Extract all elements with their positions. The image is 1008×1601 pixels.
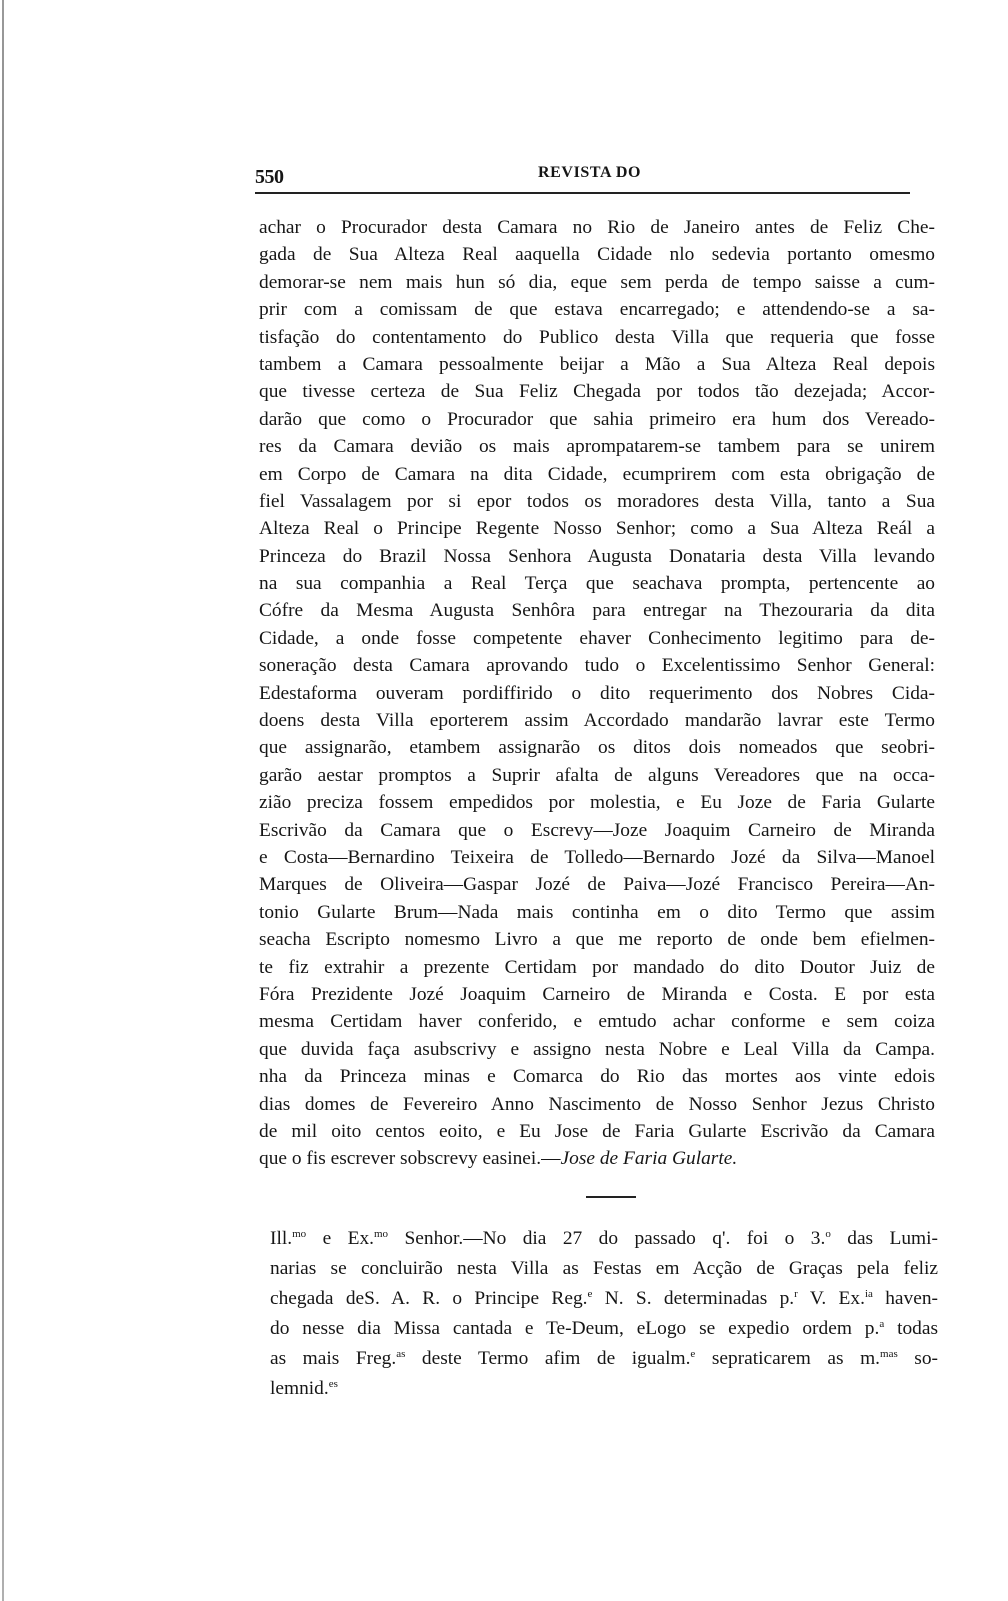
letter-line xyxy=(270,1314,938,1344)
text-line: tisfação do contentamento do Publico desta Villa que requeria que fosse xyxy=(259,326,935,348)
text-line: que tivesse certeza de Sua Feliz Chegada por todos tão dezejada; Accor- xyxy=(259,381,935,403)
text-line: Edestaforma ouveram pordiffirido o dito requerimento dos Nobres Cida- xyxy=(259,682,935,704)
letter-text-run: V. Ex. xyxy=(797,1288,865,1309)
text-line: fiel Vassalagem por si epor todos os moradores desta Villa, tanto a Sua xyxy=(259,490,935,512)
superscript: mo xyxy=(292,1228,307,1240)
text-line: Cidade, a onde fosse competente ehaver Conhecimento legitimo para de- xyxy=(259,627,935,649)
text-line: Princeza do Brazil Nossa Senhora Augusta Donataria desta Villa levando xyxy=(259,545,935,567)
text-line: Alteza Real o Principe Regente Nosso Senhor; como a Sua Alteza Reál a xyxy=(259,518,935,540)
text-line: Marques de Oliveira—Gaspar Jozé de Paiva—Jozé Francisco Pereira—An- xyxy=(259,874,935,896)
text-line: na sua companhia a Real Terça que seachava prompta, pertencente ao xyxy=(259,573,935,595)
text-line: mesma Certidam haver conferido, e emtudo achar conforme e sem coiza xyxy=(259,1011,935,1033)
letter-text-run: todas xyxy=(884,1318,938,1339)
superscript: ia xyxy=(864,1288,873,1300)
header-rule xyxy=(255,192,910,194)
text-line: garão aestar promptos a Suprir afalta de alguns Vereadores que na occa- xyxy=(259,764,935,786)
page-number: 550 xyxy=(255,166,284,188)
letter-text-run: lemnid. xyxy=(270,1378,329,1399)
letter-text-run: deste Termo afim de igualm. xyxy=(405,1348,691,1369)
text-line: que duvida faça asubscrivy e assigno nesta Nobre e Leal Villa da Campa. xyxy=(259,1038,935,1060)
letter-text-block xyxy=(270,1224,938,1404)
superscript: e xyxy=(690,1348,696,1360)
letter-line: narias se concluirão nesta Villa as Festas em Acção de Graças pela feliz xyxy=(270,1258,938,1279)
text-line: zião preciza fossem empedidos por molestia, e Eu Joze de Faria Gularte xyxy=(259,792,935,814)
text-line: res da Camara devião os mais aprompatarem-se tambem para se unirem xyxy=(259,436,935,458)
text-line: doens desta Villa eporterem assim Accordado mandarão lavrar este Termo xyxy=(259,710,935,732)
signature-italic: Jose de Faria Gularte. xyxy=(560,1148,738,1170)
letter-text-run: do nesse dia Missa cantada e Te-Deum, eLogo se expedio ordem p. xyxy=(270,1318,880,1339)
text-line: demorar-se nem mais hun só dia, eque sem perda de tempo saisse a cum- xyxy=(259,271,935,293)
letter-line xyxy=(270,1284,938,1314)
main-text-block xyxy=(259,214,935,1173)
page-header xyxy=(255,160,910,196)
running-head: REVISTA DO xyxy=(538,164,642,181)
letter-line xyxy=(270,1344,938,1374)
letter-text-run: e Ex. xyxy=(306,1228,374,1249)
letter-text-run: as mais Freg. xyxy=(270,1348,397,1369)
superscript: as xyxy=(396,1348,406,1360)
text-line: prir com a comissam de que estava encarregado; e attendendo-se a sa- xyxy=(259,299,935,321)
letter-text-run: so- xyxy=(897,1348,938,1369)
text-line: tonio Gularte Brum—Nada mais continha em o dito Termo que assim xyxy=(259,901,935,923)
letter-text-run: haven- xyxy=(872,1288,938,1309)
text-line-final xyxy=(259,1145,935,1172)
text-line: soneração desta Camara aprovando tudo o Excelentissimo Senhor General: xyxy=(259,655,935,677)
text-line: de mil oito centos eoito, e Eu Jose de Faria Gularte Escrivão da Camara xyxy=(259,1120,935,1142)
superscript: e xyxy=(587,1288,593,1300)
section-divider xyxy=(586,1196,636,1198)
letter-text-run: chegada deS. A. R. o Principe Reg. xyxy=(270,1288,588,1309)
text-line: achar o Procurador desta Camara no Rio de Janeiro antes de Feliz Che- xyxy=(259,217,935,238)
text-line: gada de Sua Alteza Real aaquella Cidade nlo sedevia portanto omesmo xyxy=(259,244,935,266)
text-line: te fiz extrahir a prezente Certidam por mandado do dito Doutor Juiz de xyxy=(259,956,935,978)
superscript: r xyxy=(794,1288,798,1300)
superscript: a xyxy=(879,1318,885,1330)
superscript: mo xyxy=(374,1228,389,1240)
text-line: Cófre da Mesma Augusta Senhôra para entregar na Thezouraria da dita xyxy=(259,600,935,622)
letter-text-run: das Lumi- xyxy=(830,1228,938,1249)
superscript: o xyxy=(825,1228,831,1240)
superscript: es xyxy=(328,1378,338,1390)
text-line: que assignarão, etambem assignarão os ditos dois nomeados que seobri- xyxy=(259,737,935,759)
page-binding-edge xyxy=(2,0,4,1601)
text-line: e Costa—Bernardino Teixeira de Tolledo—Bernardo Jozé da Silva—Manoel xyxy=(259,846,935,868)
letter-line xyxy=(270,1224,938,1254)
letter-text-run: Ill. xyxy=(270,1228,293,1249)
text-line: Fóra Prezidente Jozé Joaquim Carneiro de Miranda e Costa. E por esta xyxy=(259,983,935,1005)
letter-text-run: N. S. determinadas p. xyxy=(592,1288,795,1309)
final-line-text: que o fis escrever sobscrevy easinei.— xyxy=(259,1148,561,1170)
text-line: dias domes de Fevereiro Anno Nascimento de Nosso Senhor Jezus Christo xyxy=(259,1093,935,1115)
letter-text-run: Senhor.—No dia 27 do passado q'. foi o 3. xyxy=(388,1228,826,1249)
text-line: Escrivão da Camara que o Escrevy—Joze Joaquim Carneiro de Miranda xyxy=(259,819,935,841)
text-line: darão que como o Procurador que sahia primeiro era hum dos Vereado- xyxy=(259,408,935,430)
text-line: em Corpo de Camara na dita Cidade, ecumprirem com esta obrigação de xyxy=(259,463,935,485)
letter-text-run: sepraticarem as m. xyxy=(695,1348,881,1369)
text-line: seacha Escripto nomesmo Livro a que me reporto de onde bem efielmen- xyxy=(259,929,935,951)
text-line: nha da Princeza minas e Comarca do Rio das mortes aos vinte edois xyxy=(259,1066,935,1088)
superscript: mas xyxy=(880,1348,898,1360)
text-line: tambem a Camara pessoalmente beijar a Mão a Sua Alteza Real depois xyxy=(259,353,935,375)
letter-line-final xyxy=(270,1374,938,1404)
